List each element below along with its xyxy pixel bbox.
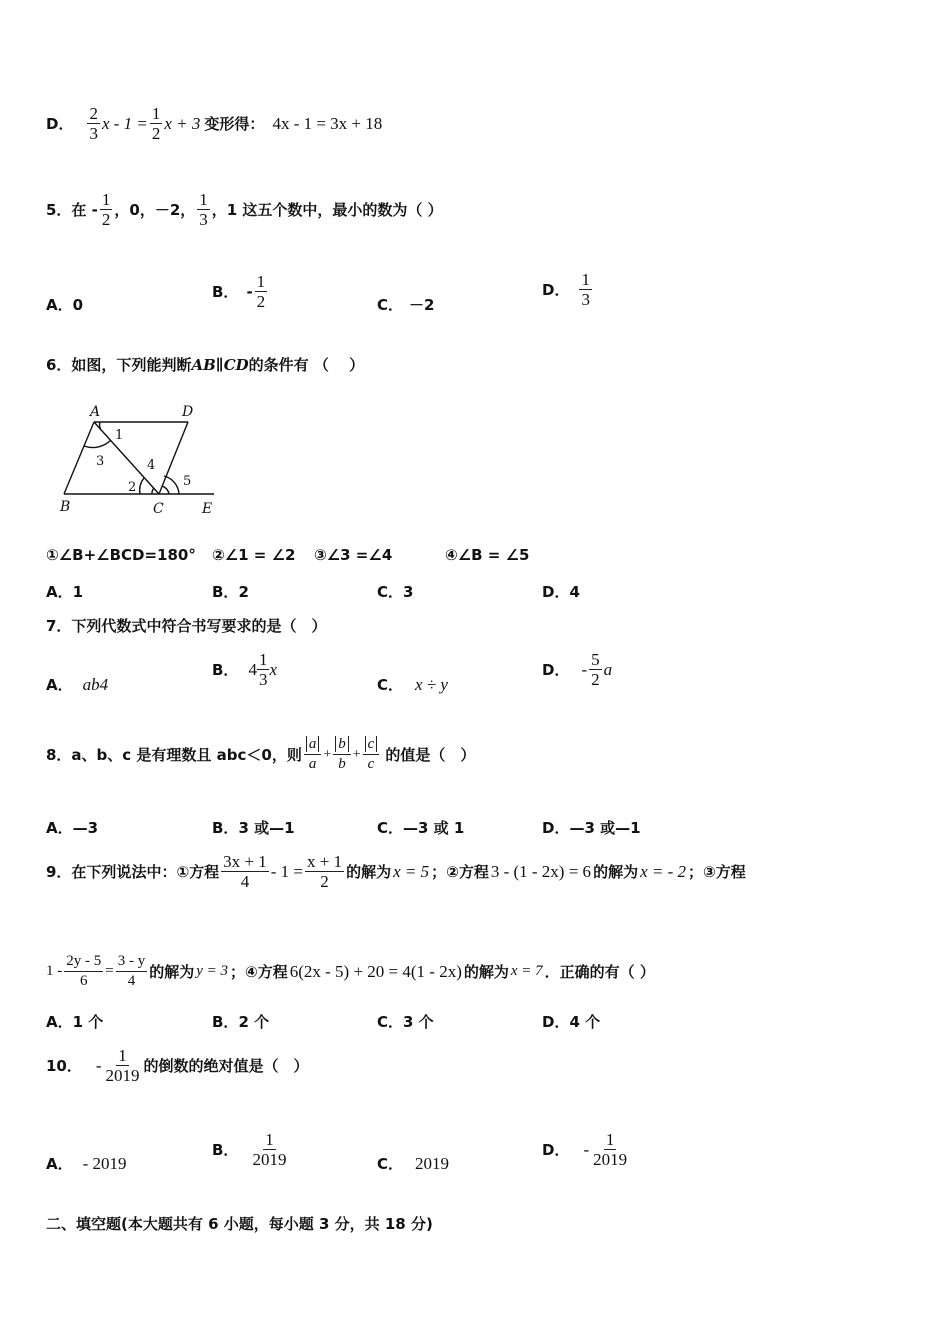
angle-label-3: 3 — [96, 454, 105, 469]
fraction: $\frac{1}{2}$ — [256, 272, 266, 311]
fraction: $\frac{1}{2019}$ — [252, 1130, 287, 1169]
parallelogram-figure — [56, 400, 226, 520]
q5-option-c: C． －2 — [377, 296, 435, 314]
q8-option-d: D． —3 或—1 — [542, 819, 641, 837]
fraction: $\frac{1}{2}$ — [101, 190, 111, 229]
q9-option-a: A． 1 个 — [46, 1013, 104, 1031]
q10-option-a: A． - 2019 — [46, 1153, 127, 1173]
vertex-label-c: C — [153, 501, 164, 517]
fraction: $\frac{2}{3}$ — [89, 104, 98, 143]
q7-option-a: A． ab4 — [46, 674, 109, 694]
q9-option-d: D． 4 个 — [542, 1013, 601, 1031]
option-label: D． — [46, 115, 74, 133]
q8-option-a: A． —3 — [46, 818, 99, 837]
angle-label-1: 1 — [115, 428, 124, 443]
vertex-label-b: B — [60, 499, 71, 515]
angle-label-4: 4 — [147, 458, 156, 473]
vertex-label-a: A — [90, 404, 101, 420]
q5-stem: 5．在 - $\frac{1}{2}$ ，0，－2， $\frac{1}{3}$ ，1 这五个数中，最小的数为（ ） — [46, 190, 443, 229]
q10-option-b: B． $\frac{1}{2019}$ — [212, 1130, 287, 1169]
fraction: $\frac{3 - y}{4}$ — [117, 953, 146, 989]
q9-stem-line1: 9．在下列说法中：①方程 $\frac{3x + 1}{4}$ - 1 = $\frac{x + 1}{2}$ 的解为 x = 5 ；②方程 3 - (1 - 2x) = 6 的解为 x = - 2 ；③方程 — [46, 852, 746, 891]
q10-option-d: D． - $\frac{1}{2019}$ — [542, 1130, 628, 1169]
fraction: $\frac{5}{2}$ — [591, 650, 600, 689]
q8-option-c: C． —3 或 1 — [377, 819, 465, 837]
q6-condition-4: ④∠B = ∠5 — [445, 546, 530, 564]
q8-option-b: B． 3 或—1 — [212, 819, 295, 837]
fraction: $\frac{1}{3}$ — [199, 190, 208, 229]
q5-option-b: B． - $\frac{1}{2}$ — [212, 272, 266, 311]
q7-option-b: B． 4 $\frac{1}{3}$ x — [212, 650, 277, 689]
fraction: $\frac{x + 1}{2}$ — [306, 852, 343, 891]
fraction: $\frac{1}{2019}$ — [593, 1130, 628, 1169]
section-heading: 二、填空题(本大题共有 6 小题，每小题 3 分，共 18 分) — [46, 1215, 433, 1233]
fraction: $\frac{3x + 1}{4}$ — [223, 852, 267, 891]
q10-stem: 10． - $\frac{1}{2019}$ 的倒数的绝对值是（ ） — [46, 1046, 309, 1085]
q7-option-c: C． x ÷ y — [377, 674, 448, 694]
q7-option-d: D． - $\frac{5}{2}$ a — [542, 650, 613, 689]
fraction: $\frac{1}{3}$ — [258, 650, 268, 689]
fraction: $\frac{c}{c}$ — [363, 735, 380, 774]
vertex-label-d: D — [182, 404, 194, 420]
q6-option-c: C． 3 — [377, 582, 414, 601]
q9-option-b: B． 2 个 — [212, 1013, 270, 1031]
fraction: $\frac{b}{b}$ — [333, 735, 351, 774]
angle-label-5: 5 — [183, 474, 192, 489]
q9-stem-line2: 1 - $\frac{2y - 5}{6}$ = $\frac{3 - y}{4}$ 的解为 y = 3 ；④方程 6(2x - 5) + 20 = 4(1 - 2x) 的解为 x = 7 ．正确的有（ ） — [46, 953, 655, 989]
fraction: $\frac{2y - 5}{6}$ — [66, 953, 102, 989]
q10-option-c: C． 2019 — [377, 1153, 450, 1173]
q6-option-d: D． 4 — [542, 582, 580, 601]
q6-option-b: B． 2 — [212, 582, 249, 601]
angle-label-2: 2 — [128, 480, 137, 495]
fraction: $\frac{a}{a}$ — [304, 735, 322, 774]
q4-option-d: D． $\frac{2}{3}$ x - 1 = $\frac{1}{2}$ x + 3 变形得： 4x - 1 = 3x + 18 — [46, 104, 383, 143]
q6-condition-1: ①∠B+∠BCD=180° — [46, 546, 196, 564]
fraction: $\frac{1}{2019}$ — [105, 1046, 140, 1085]
vertex-label-e: E — [202, 501, 213, 517]
q5-option-d: D． $\frac{1}{3}$ — [542, 270, 590, 309]
q8-stem: 8．a、b、c 是有理数且 abc＜0，则 $\frac{a}{a}$ + $\frac{b}{b}$ + $\frac{c}{c}$ 的值是（ ） — [46, 736, 476, 772]
q6-stem: 6．如图，下列能判断 AB∥CD 的条件有 （ ） — [46, 355, 365, 374]
q9-option-c: C． 3 个 — [377, 1013, 434, 1031]
q6-condition-2: ②∠1 = ∠2 — [212, 546, 296, 564]
q5-option-a: A． 0 — [46, 295, 84, 314]
fraction: $\frac{1}{3}$ — [581, 270, 590, 309]
fraction: $\frac{1}{2}$ — [151, 104, 161, 143]
q6-condition-3: ③∠3 =∠4 — [314, 546, 393, 564]
q6-option-a: A． 1 — [46, 582, 84, 601]
q7-stem: 7．下列代数式中符合书写要求的是（ ） — [46, 617, 327, 635]
